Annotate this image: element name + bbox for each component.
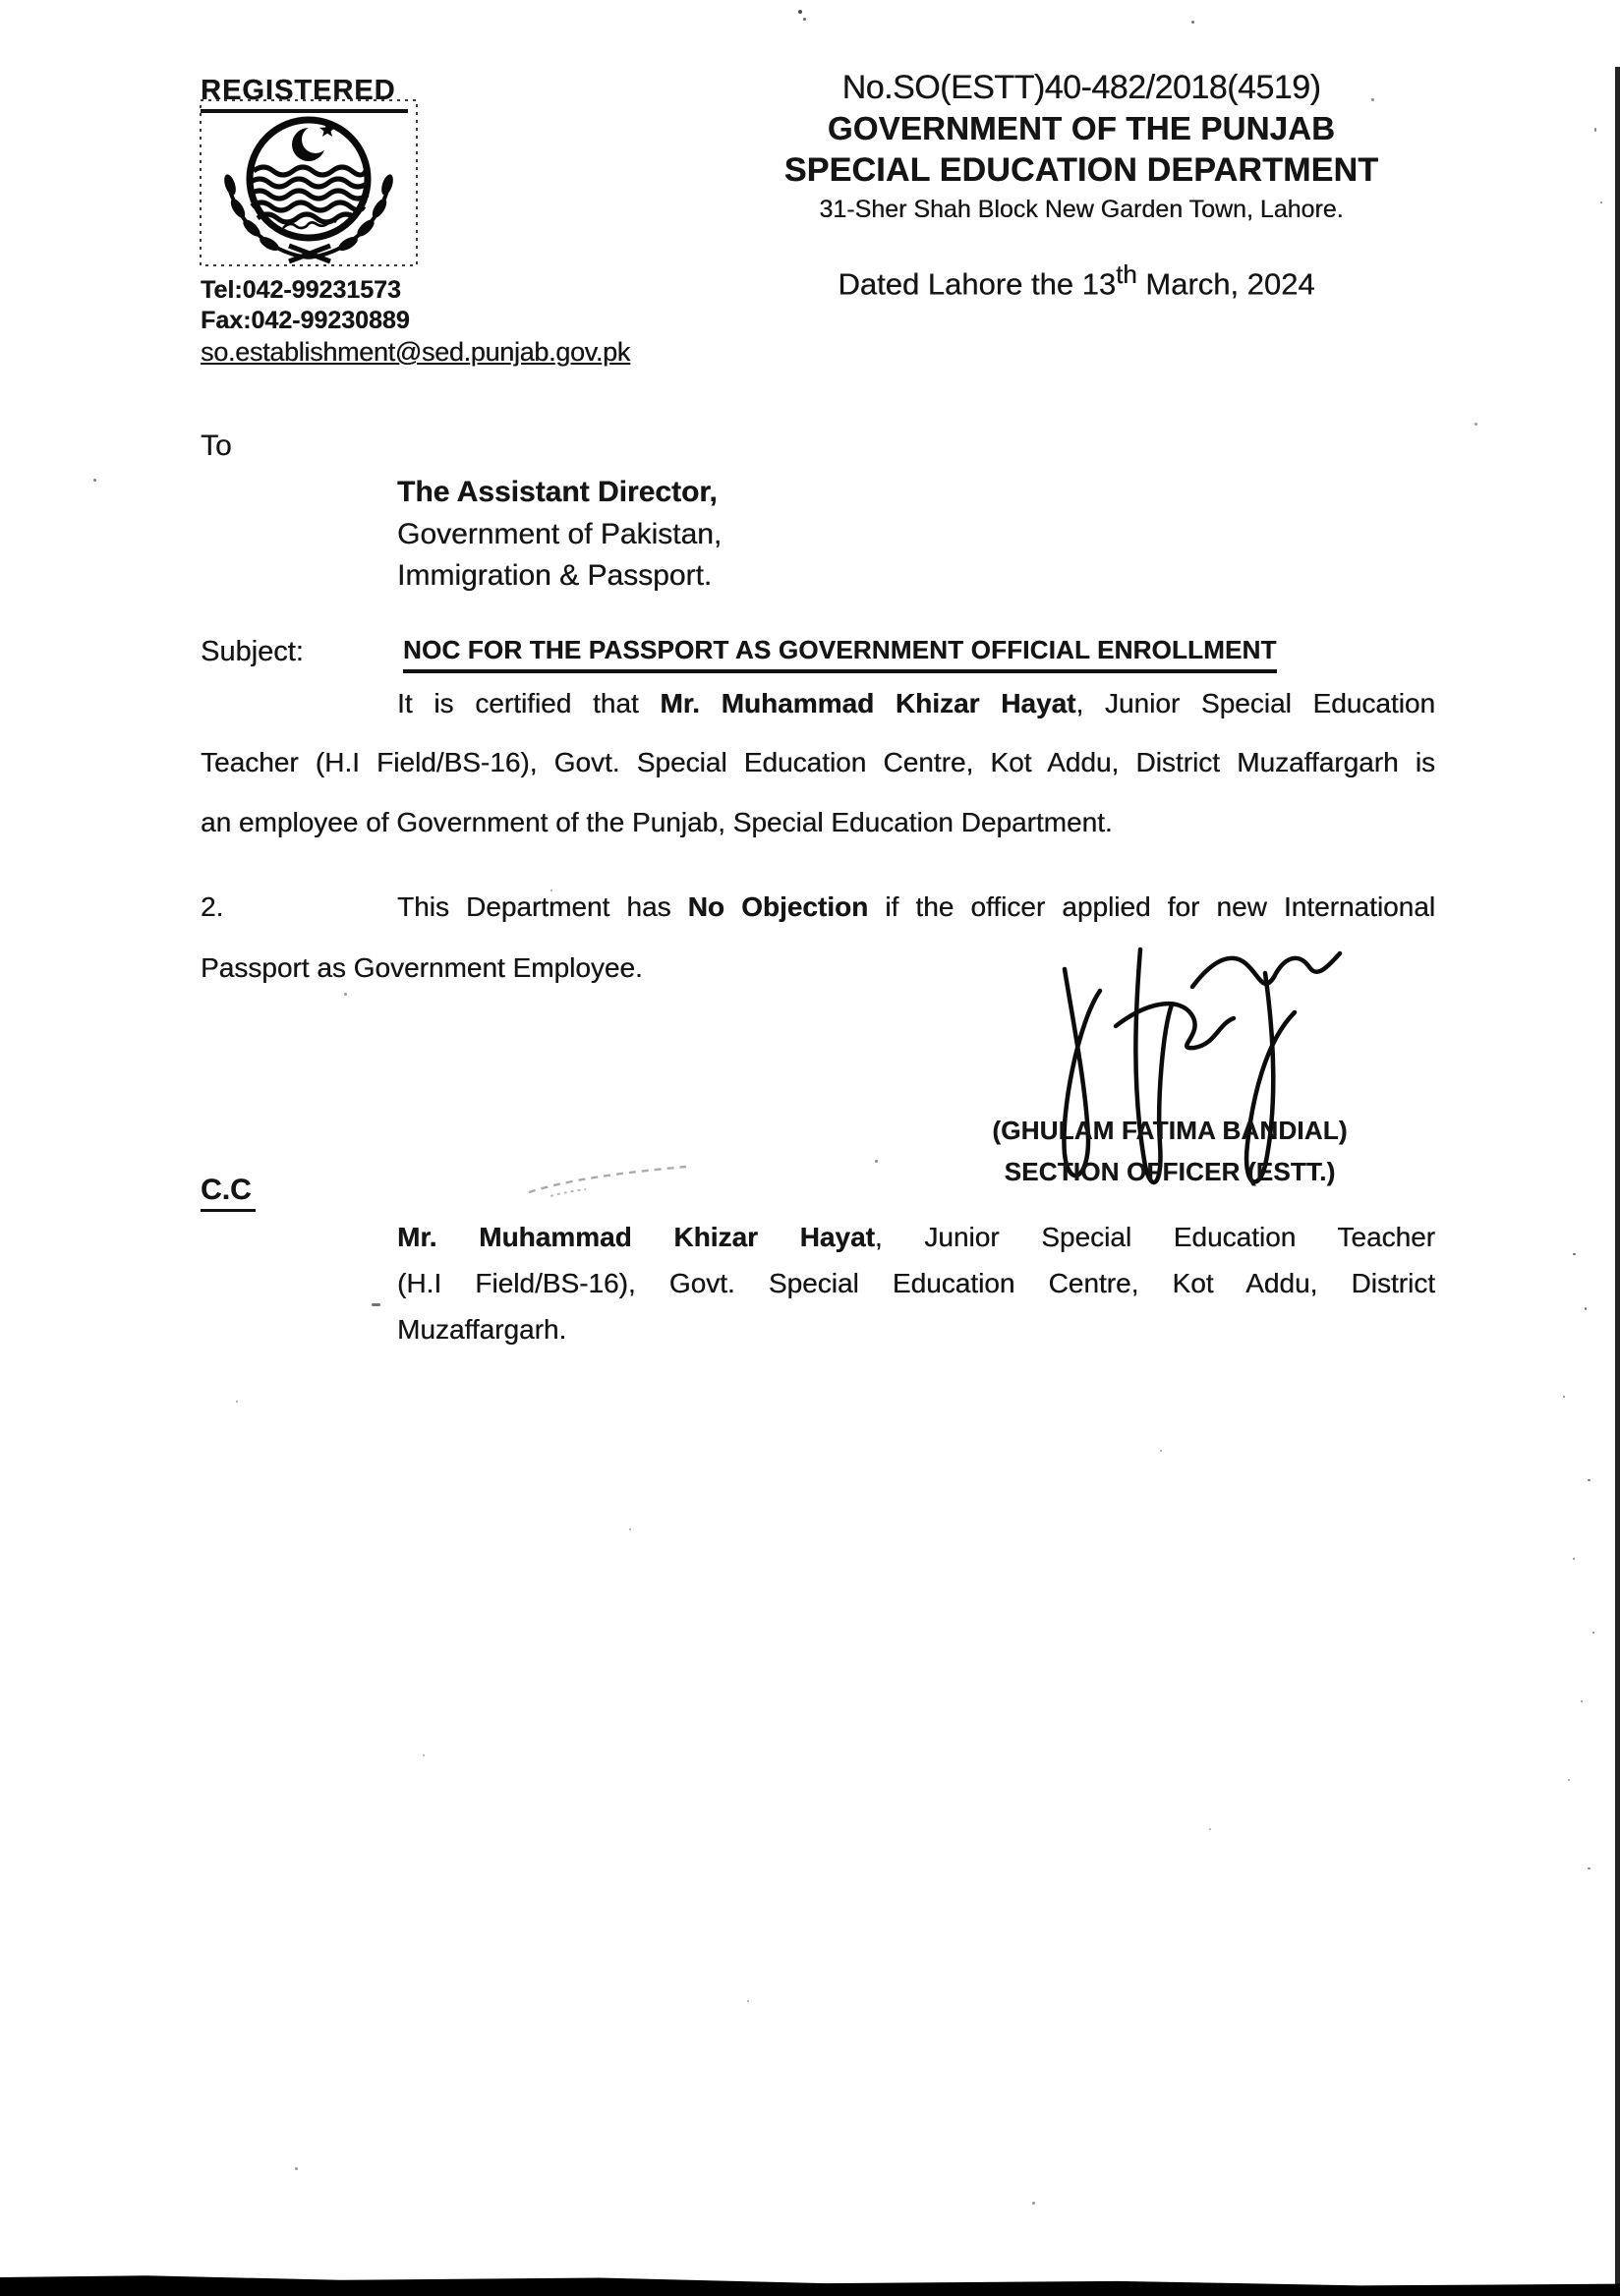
cc-recipient-name: Mr. Muhammad Khizar Hayat [397, 1222, 875, 1252]
scan-speck [803, 18, 806, 21]
scan-speck [344, 993, 347, 996]
date-line [742, 261, 1411, 302]
para1-line1-name: Mr. Muhammad Khizar Hayat [660, 688, 1076, 718]
scan-speck [423, 1754, 425, 1756]
contact-email: so.establishment@sed.punjab.gov.pk [201, 337, 630, 367]
para2-line1-pre: This Department has [397, 891, 688, 922]
reference-number: No.SO(ESTT)40-482/2018(4519) [841, 69, 1321, 106]
scan-speck [550, 890, 552, 891]
cc-line1-post: , Junior Special Education Teacher [874, 1222, 1435, 1252]
scan-speck [1600, 201, 1602, 203]
scan-speck [93, 479, 96, 482]
addressee-org: Government of Pakistan, [397, 518, 723, 550]
scan-speck [295, 2167, 298, 2170]
para2-line1-noobjection: No Objection [687, 891, 869, 922]
signatory-name: (GHULAM FATIMA BANDIAL) [992, 1116, 1348, 1145]
scan-speck [1573, 1558, 1575, 1560]
scan-speck [1585, 1307, 1587, 1310]
para2-line1-post: if the officer applied for new International [868, 891, 1435, 922]
subject-label: Subject: [201, 636, 304, 667]
contact-tel: Tel:042-99231573 [201, 276, 401, 304]
scan-speck [1191, 21, 1194, 24]
scan-speck [1592, 1632, 1594, 1634]
para1-line2: Teacher (H.I Field/BS-16), Govt. Special Education Centre, Kot Addu, District Muzaffargarh is [201, 747, 1435, 777]
to-label: To [201, 430, 232, 462]
scan-speck [747, 2000, 749, 2002]
scan-speck [1573, 1253, 1576, 1255]
scan-speck [1209, 1828, 1211, 1830]
cc-label: C.C [201, 1174, 256, 1212]
date-text-tail: March, 2024 [1136, 266, 1315, 302]
scan-speck [1371, 98, 1374, 101]
para1-line1-pre: It is certified that [397, 688, 661, 718]
scan-speck [372, 1303, 380, 1306]
scan-speck [1588, 1479, 1591, 1481]
date-text: Dated Lahore the 13 [838, 266, 1117, 302]
scan-speck [1032, 2202, 1035, 2205]
department-address: 31-Sher Shah Block New Garden Town, Lahore. [819, 196, 1344, 223]
scan-speck [798, 10, 802, 14]
pencil-mark [521, 1145, 698, 1204]
scan-speck [1160, 1450, 1162, 1452]
para1-line1-post: , Junior Special Education [1075, 688, 1436, 718]
addressee-dept: Immigration & Passport. [397, 559, 713, 592]
scan-edge-bottom [0, 2268, 1620, 2296]
department-title: SPECIAL EDUCATION DEPARTMENT [783, 151, 1379, 189]
para1-line3: an employee of Government of the Punjab, Special Education Department. [201, 807, 1113, 837]
government-title: GOVERNMENT OF THE PUNJAB [827, 110, 1336, 146]
crest-box [199, 98, 419, 267]
contact-fax: Fax:042-99230889 [201, 307, 410, 334]
scan-speck [1581, 1700, 1583, 1702]
scan-speck [629, 1528, 631, 1530]
letterhead [747, 69, 1416, 224]
scan-speck [875, 1160, 878, 1163]
para2-number: 2. [201, 891, 224, 922]
addressee-name: The Assistant Director, [397, 476, 718, 508]
subject-text: NOC FOR THE PASSPORT AS GOVERNMENT OFFICIAL ENROLLMENT [403, 635, 1277, 673]
scan-speck [1568, 1779, 1570, 1781]
punjab-crest-icon [199, 98, 419, 267]
scan-edge-right [1615, 67, 1620, 2296]
scan-speck [1588, 1867, 1591, 1869]
cc-line1 [397, 1222, 1435, 1253]
para2-line1 [397, 891, 1435, 923]
scan-speck [1475, 423, 1477, 426]
scan-speck [1594, 128, 1596, 132]
registered-label: REGISTERED [201, 75, 408, 113]
scan-speck [1563, 1396, 1565, 1398]
para2-line2: Passport as Government Employee. [201, 952, 643, 983]
scan-speck [236, 1401, 238, 1403]
cc-line3: Muzaffargarh. [397, 1314, 567, 1345]
cc-line2: (H.I Field/BS-16), Govt. Special Education Centre, Kot Addu, District [397, 1268, 1435, 1298]
signatory-title: SECTION OFFICER (ESTT.) [1004, 1157, 1336, 1186]
para1-line1 [397, 688, 1435, 719]
date-ordinal-suffix: th [1116, 261, 1137, 289]
